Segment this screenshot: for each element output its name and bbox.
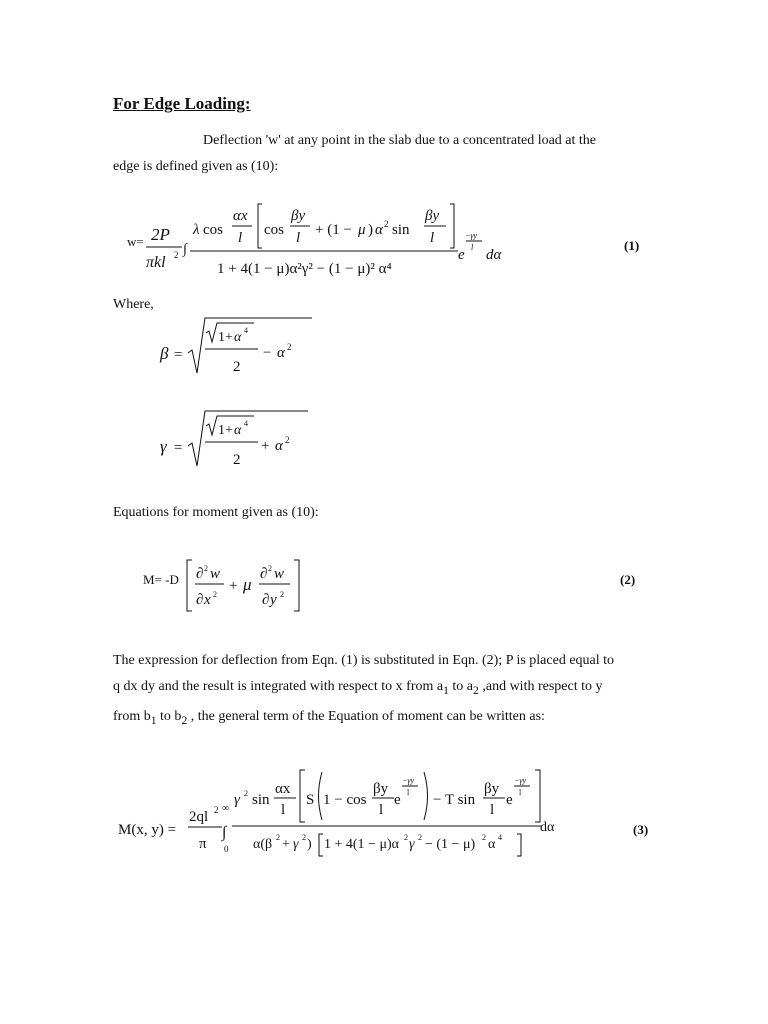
eq3-number: (3) bbox=[633, 822, 649, 837]
eq1-prefactor-num: 2P bbox=[151, 225, 170, 244]
svg-text:−γy: −γy bbox=[514, 776, 527, 785]
svg-text:): ) bbox=[368, 222, 373, 238]
svg-text:2: 2 bbox=[276, 833, 280, 842]
svg-text:2: 2 bbox=[418, 833, 422, 842]
intro-paragraph bbox=[113, 128, 653, 180]
section-heading: For Edge Loading: bbox=[113, 94, 251, 113]
para-line-1: The expression for deflection from Eqn. (1) is substituted in Eqn. (2); P is placed equal to bbox=[113, 653, 615, 668]
svg-text:∫: ∫ bbox=[222, 824, 227, 841]
svg-text:−: − bbox=[263, 345, 272, 361]
svg-text:∂: ∂ bbox=[262, 592, 270, 608]
eq3-lhs: M(x, y) = bbox=[118, 822, 177, 838]
svg-text:+: + bbox=[261, 438, 270, 454]
svg-text:α: α bbox=[234, 423, 242, 438]
svg-text:α: α bbox=[277, 345, 285, 361]
svg-text:1+: 1+ bbox=[218, 423, 233, 438]
svg-text:e: e bbox=[394, 792, 401, 808]
svg-text:2: 2 bbox=[404, 833, 408, 842]
svg-text:βy: βy bbox=[425, 208, 440, 224]
svg-text:αx: αx bbox=[275, 781, 291, 797]
svg-text:− T sin: − T sin bbox=[433, 792, 476, 808]
eq2-lhs: M= -D bbox=[143, 572, 179, 587]
svg-text:∫: ∫ bbox=[183, 242, 187, 257]
svg-text:S: S bbox=[306, 792, 315, 808]
svg-text:βy: βy bbox=[373, 781, 389, 797]
svg-text:2: 2 bbox=[285, 435, 290, 445]
svg-text:l: l bbox=[471, 243, 474, 252]
svg-text:βy: βy bbox=[291, 208, 306, 224]
svg-text:4: 4 bbox=[244, 326, 248, 335]
svg-text:+ (1 −: + (1 − bbox=[315, 222, 352, 238]
eq3-tail: dα bbox=[540, 820, 555, 835]
svg-text:2: 2 bbox=[174, 250, 179, 260]
beta-equation bbox=[150, 315, 330, 380]
svg-text:l: l bbox=[407, 788, 410, 797]
svg-text:− (1 − μ): − (1 − μ) bbox=[425, 837, 476, 852]
svg-text:2: 2 bbox=[233, 452, 241, 468]
svg-text:2: 2 bbox=[302, 833, 306, 842]
svg-text:∂: ∂ bbox=[260, 566, 268, 582]
eq1-number: (1) bbox=[624, 238, 640, 253]
svg-text:2: 2 bbox=[233, 359, 241, 375]
svg-text:l: l bbox=[430, 230, 435, 246]
svg-text:α: α bbox=[275, 438, 283, 454]
svg-text:μ: μ bbox=[243, 575, 252, 594]
equation-1 bbox=[0, 195, 768, 285]
svg-text:1 + 4(1 − μ)α: 1 + 4(1 − μ)α bbox=[324, 837, 399, 852]
svg-text:l: l bbox=[238, 230, 243, 246]
svg-text:βy: βy bbox=[484, 781, 500, 797]
svg-text:cos: cos bbox=[264, 222, 284, 238]
svg-text:2: 2 bbox=[280, 590, 284, 599]
svg-text:l: l bbox=[281, 802, 286, 818]
eq3-upper-limit: ∞ bbox=[222, 803, 230, 814]
substitution-paragraph: The expression for deflection from Eqn. (1) is substituted in Eqn. (2); P is placed equal to q dx dy and the result is integrated with respect to x from $a_1$ to $a_2$ ,and with respect to y from $b_1$ to $b_2$ , the general term of the Equation of moment can be written as: bbox=[113, 653, 615, 727]
svg-text:l: l bbox=[379, 802, 384, 818]
svg-text:l: l bbox=[490, 802, 495, 818]
eq1-prefactor-den: πkl bbox=[146, 254, 166, 271]
svg-text:=: = bbox=[174, 440, 183, 456]
svg-text:e: e bbox=[506, 792, 513, 808]
eq1-denominator: 1 + 4(1 − μ)α²γ² − (1 − μ)² α⁴ bbox=[217, 261, 392, 277]
svg-text:β: β bbox=[160, 344, 169, 363]
svg-text:+: + bbox=[282, 837, 290, 852]
eq3-prefactor-den: π bbox=[199, 836, 207, 852]
where-label: Where, bbox=[113, 297, 154, 312]
svg-text:∂: ∂ bbox=[196, 566, 204, 582]
gamma-equation bbox=[150, 408, 330, 473]
svg-text:2: 2 bbox=[287, 342, 292, 352]
svg-text:α(β: α(β bbox=[253, 837, 273, 852]
svg-text:y: y bbox=[270, 592, 277, 608]
svg-text:α: α bbox=[375, 222, 383, 238]
svg-text:x: x bbox=[204, 592, 211, 608]
svg-text:μ: μ bbox=[358, 222, 366, 238]
svg-text:1+: 1+ bbox=[218, 330, 233, 345]
svg-text:2: 2 bbox=[244, 789, 248, 798]
svg-text:e: e bbox=[458, 247, 465, 263]
svg-text:1 − cos: 1 − cos bbox=[323, 792, 367, 808]
svg-text:2: 2 bbox=[213, 590, 217, 599]
svg-text:+: + bbox=[229, 578, 238, 594]
svg-text:w: w bbox=[210, 566, 221, 582]
moment-intro: Equations for moment given as (10): bbox=[113, 505, 319, 520]
svg-text:2: 2 bbox=[214, 805, 219, 815]
svg-text:2: 2 bbox=[384, 219, 389, 229]
svg-text:): ) bbox=[307, 837, 312, 852]
svg-text:α: α bbox=[234, 330, 242, 345]
svg-text:γ: γ bbox=[409, 837, 415, 852]
svg-text:γ: γ bbox=[293, 837, 299, 852]
intro-line-1: Deflection 'w' at any point in the slab due to a concentrated load at the bbox=[203, 133, 597, 148]
svg-text:cos: cos bbox=[203, 222, 223, 238]
svg-text:sin: sin bbox=[252, 792, 270, 808]
svg-text:4: 4 bbox=[244, 419, 248, 428]
svg-text:=: = bbox=[174, 347, 183, 363]
svg-text:2: 2 bbox=[204, 564, 208, 573]
svg-text:4: 4 bbox=[498, 833, 502, 842]
svg-text:γ: γ bbox=[160, 437, 167, 456]
equation-2 bbox=[0, 555, 768, 615]
svg-text:∂: ∂ bbox=[196, 592, 204, 608]
intro-line-2: edge is defined given as (10): bbox=[113, 159, 279, 174]
svg-text:sin: sin bbox=[392, 222, 410, 238]
eq3-lower-limit: 0 bbox=[224, 844, 229, 854]
svg-text:2: 2 bbox=[268, 564, 272, 573]
svg-text:λ: λ bbox=[193, 222, 200, 238]
eq1-lhs: w= bbox=[127, 234, 144, 249]
equation-3 bbox=[0, 762, 768, 862]
svg-text:2: 2 bbox=[482, 833, 486, 842]
svg-text:−γy: −γy bbox=[465, 231, 478, 240]
eq3-prefactor-num: 2ql bbox=[189, 809, 209, 825]
svg-text:−γy: −γy bbox=[402, 776, 415, 785]
svg-text:l: l bbox=[296, 230, 301, 246]
svg-text:γ: γ bbox=[234, 792, 240, 808]
svg-text:αx: αx bbox=[233, 208, 248, 224]
svg-text:l: l bbox=[519, 788, 522, 797]
svg-text:w: w bbox=[274, 566, 285, 582]
svg-text:α: α bbox=[488, 837, 496, 852]
eq1-tail: dα bbox=[486, 247, 502, 263]
eq2-number: (2) bbox=[620, 572, 636, 587]
